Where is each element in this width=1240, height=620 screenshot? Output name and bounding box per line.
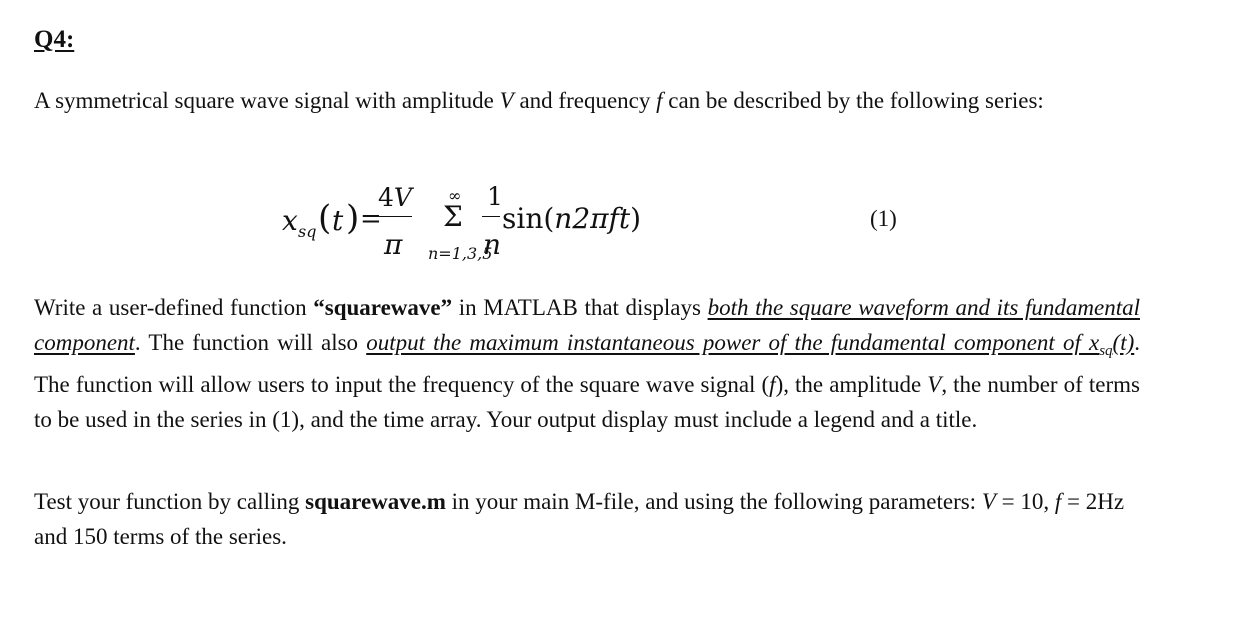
instr-frequency-variable: f (769, 372, 776, 397)
test-text-2: in your main M-file, and using the following parameters: (445, 489, 982, 514)
series-equation (270, 176, 970, 276)
eq-fraction-bar-coef (378, 216, 412, 217)
instr-text-3: . The function will also (134, 329, 367, 355)
eq-sum-upper-limit: ∞ (448, 186, 462, 205)
eq-sin-function: sin( (502, 202, 555, 235)
instructions-paragraph (34, 291, 1140, 437)
eq-coef-variable: V (393, 183, 412, 212)
output-requirement-subscript: sq (1099, 342, 1113, 359)
eq-x-subscript: sq (298, 222, 317, 241)
output-requirement-var: x (1088, 329, 1100, 355)
eq-t: t (332, 204, 344, 237)
instr-text-5: ), the amplitude (775, 372, 928, 397)
output-requirement (366, 329, 1135, 359)
instr-text-4: . The function will allow users to input the frequency of the square wave signal ( (34, 329, 1141, 397)
intro-text-3: can be described by the following series: (662, 88, 1044, 113)
function-name: “squarewave” (313, 295, 453, 320)
eq-right-paren: ) (346, 198, 360, 238)
intro-text-2: and frequency (513, 88, 657, 113)
test-frequency-variable: f (1054, 489, 1062, 514)
frequency-variable: f (656, 88, 663, 113)
test-amplitude-variable: V (981, 489, 996, 514)
question-heading: Q4: (34, 26, 75, 53)
eq-frac-numerator: 1 (487, 182, 503, 211)
amplitude-variable: V (499, 88, 514, 113)
eq-left-paren: ( (318, 198, 332, 238)
intro-text-1: A symmetrical square wave signal with amplitude (34, 88, 500, 113)
instr-amplitude-variable: V (927, 372, 942, 397)
eq-x: x (282, 204, 298, 237)
output-requirement-text: output the maximum instantaneous power of the fundamental component of (366, 329, 1089, 355)
test-text-1: Test your function by calling (34, 489, 306, 514)
eq-coef-denominator: π (384, 228, 403, 261)
eq-sine-term (502, 202, 641, 235)
eq-coef-number: 4 (378, 183, 394, 212)
eq-frac-denominator: n (483, 228, 502, 261)
eq-sin-argument: n2πft (554, 202, 631, 235)
eq-sum-lower-limit: n=1,3,5 (428, 244, 493, 263)
eq-summation-symbol: Σ (443, 200, 463, 233)
eq-sin-close: ) (630, 202, 642, 235)
equation-number: (1) (870, 206, 897, 231)
eq-equals: = (360, 204, 382, 234)
test-file-name: squarewave.m (305, 489, 446, 514)
test-text-4: = 2Hz and 150 terms of the series. (34, 489, 1125, 549)
intro-paragraph (34, 84, 1140, 119)
eq-coef-numerator (378, 183, 412, 212)
instr-text-1: Write a user-defined function (34, 295, 314, 320)
display-requirement: both the square waveform and its fundamental component (34, 295, 1140, 355)
output-requirement-arg: (t) (1112, 329, 1135, 355)
instr-text-2: in MATLAB that displays (452, 295, 708, 320)
eq-fraction-bar-term (482, 216, 500, 217)
test-text-3: = 10, (995, 489, 1055, 514)
test-paragraph (34, 485, 1140, 554)
instr-text-6: , the number of terms to be used in the series in (1), and the time array. Your output display must include a legend and a title. (34, 372, 1140, 432)
